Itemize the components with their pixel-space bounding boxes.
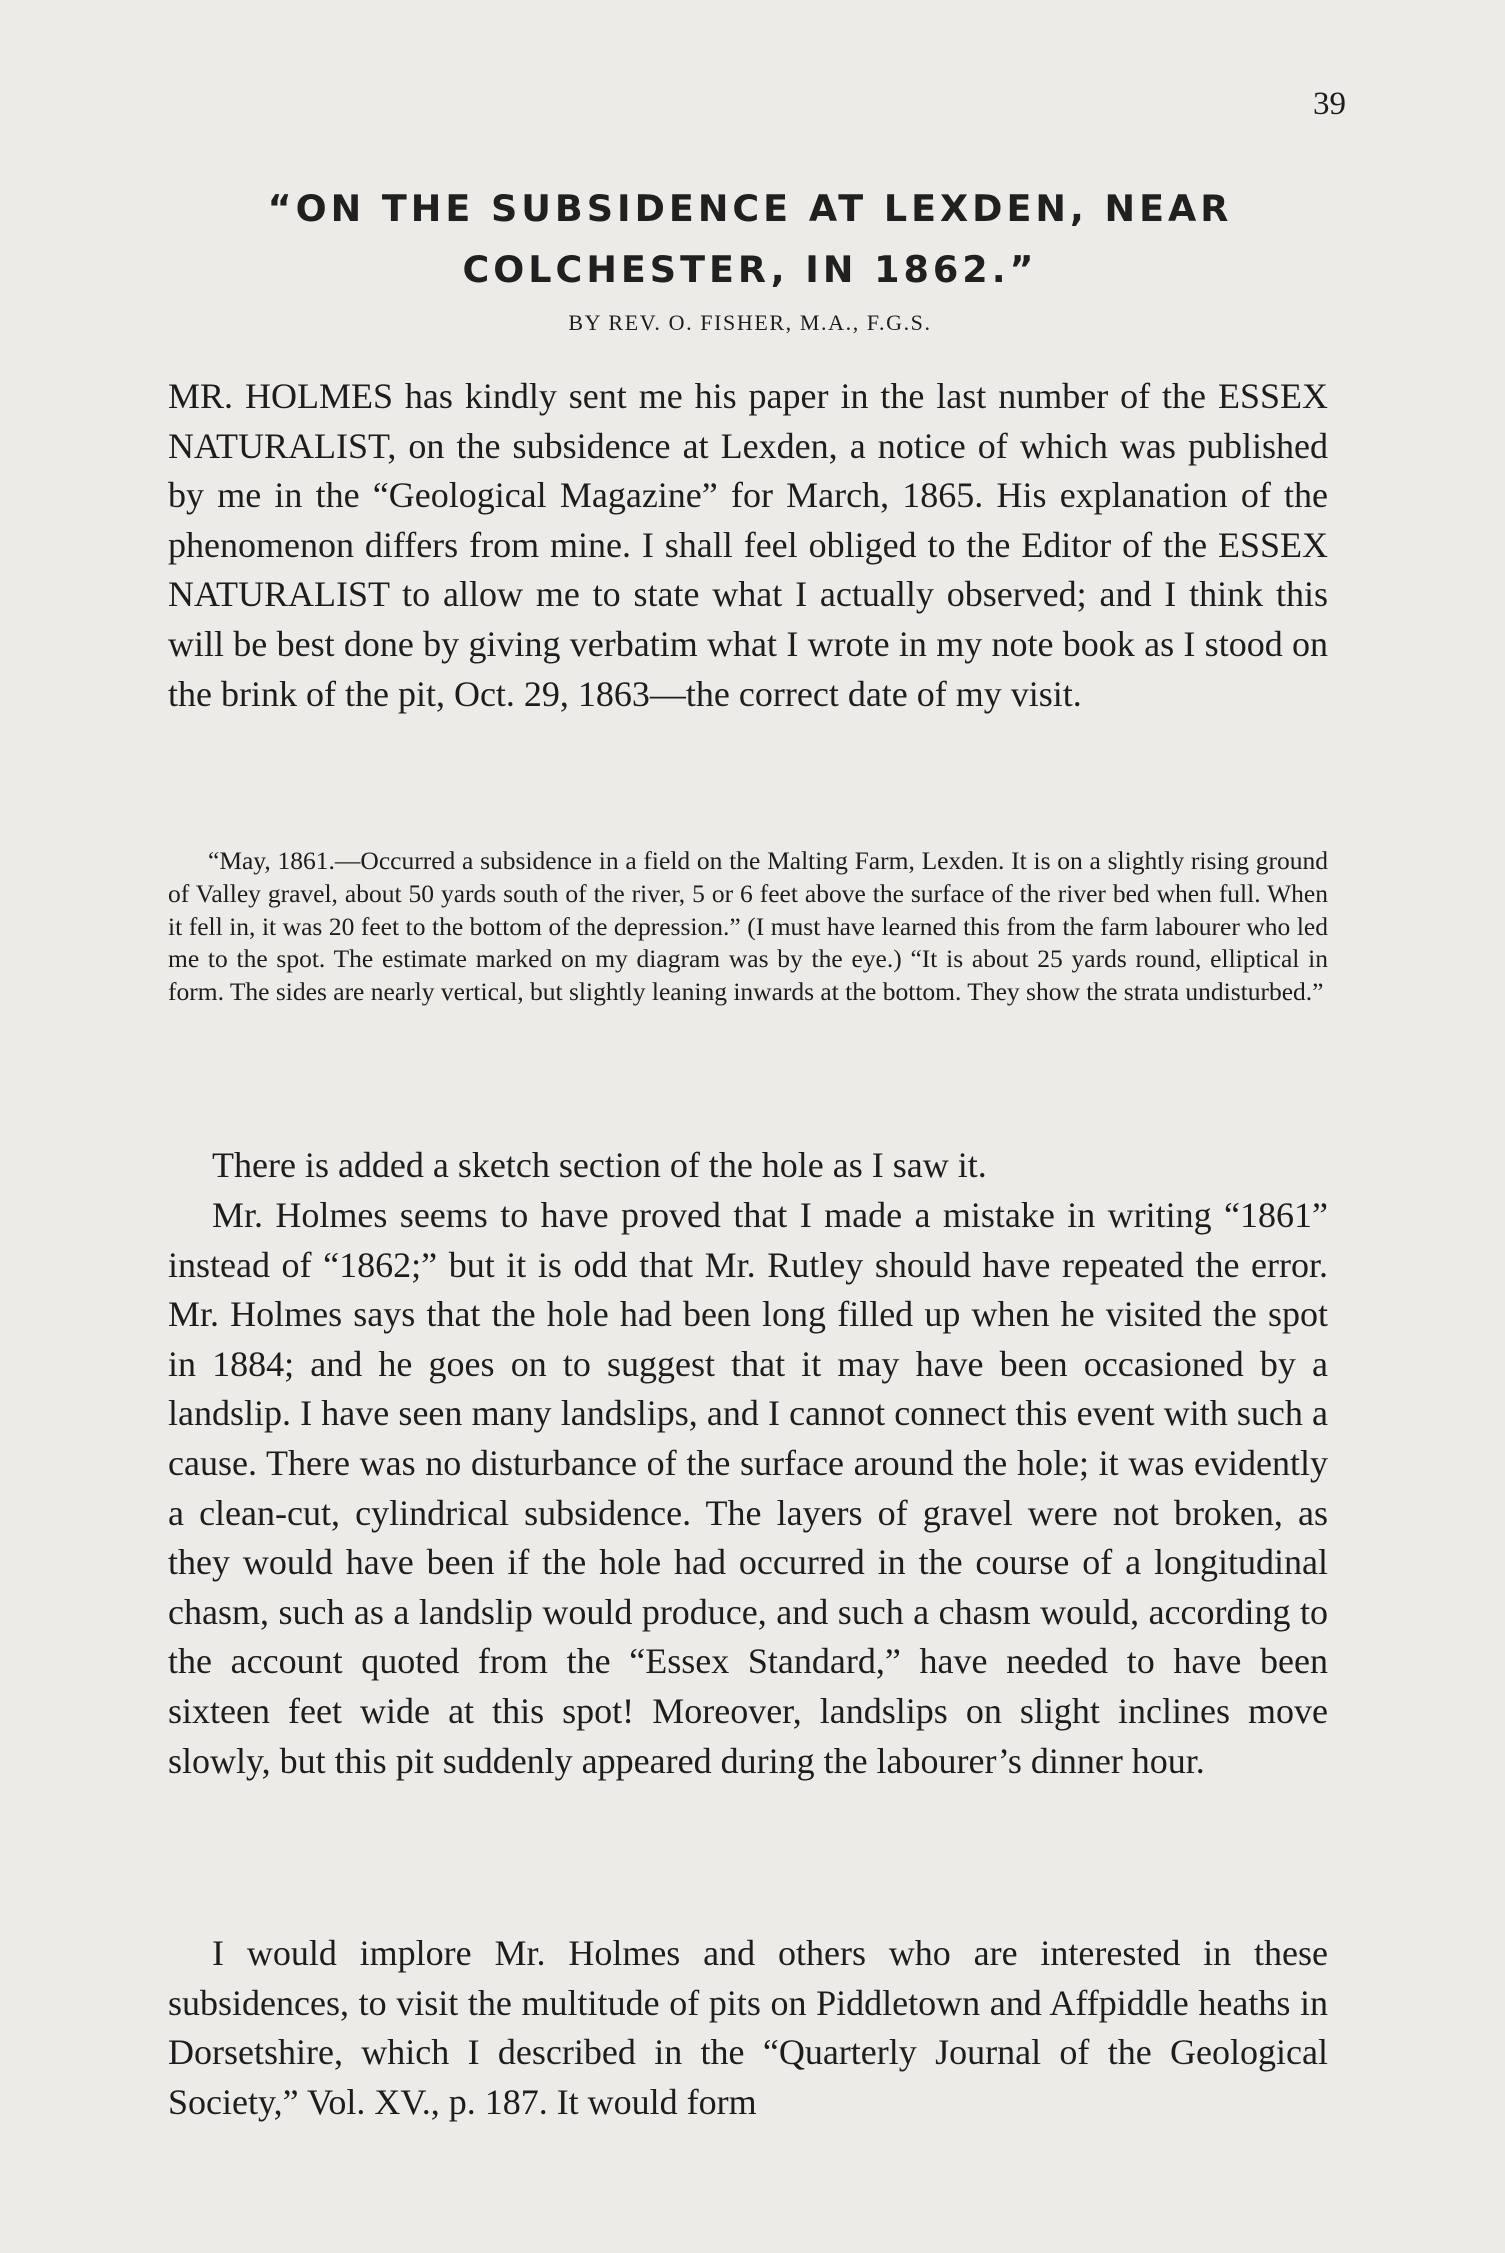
paragraph-1: MR. HOLMES has kindly sent me his paper in the last number of the ESSEX NATURALIST, on the subsidence at Lexden, a notice of which was published by me in the “Geological Magazine” for March, 1865. His explanation of the phenomenon differs from mine. I shall feel obliged to the Editor of the ESSEX NATURALIST to allow me to state what I actually observed; and I think this will be best done by giving verbatim what I wrote in my note book as I stood on the brink of the pit, Oct. 29, 1863—the correct date of my visit. xyxy=(168,376,1328,714)
paragraph-4: I would implore Mr. Holmes and others who are interested in these subsidences, to visit the multitude of pits on Piddletown and Affpiddle heaths in Dorsetshire, which I described in the “Quarterly Journal of the Geological Society,” Vol. XV., p. 187. It would form xyxy=(168,1933,1328,2122)
author-byline: BY REV. O. FISHER, M.A., F.G.S. xyxy=(568,310,932,335)
title-line-1: “ON THE SUBSIDENCE AT LEXDEN, NEAR xyxy=(267,187,1233,230)
paragraph-2: There is added a sketch section of the hole as I saw it. xyxy=(212,1145,987,1185)
article-title xyxy=(150,178,1350,300)
page-number: 39 xyxy=(1313,86,1346,122)
title-line-2: COLCHESTER, IN 1862.” xyxy=(462,248,1038,291)
paragraph-3: Mr. Holmes seems to have proved that I made a mistake in writing “1861” instead of “1862;” but it is odd that Mr. Rutley should have repeated the error. Mr. Holmes says that the hole had been long filled up when he visited the spot in 1884; and he goes on to suggest that it may have been occasioned by a landslip. I have seen many landslips, and I cannot connect this event with such a cause. There was no disturbance of the surface around the hole; it was evidently a clean-cut, cylindrical subsidence. The layers of gravel were not broken, as they would have been if the hole had occurred in the course of a longitudinal chasm, such as a landslip would produce, and such a chasm would, according to the account quoted from the “Essex Standard,” have needed to have been sixteen feet wide at this spot! Moreover, landslips on slight inclines move slowly, but this pit suddenly appeared during the labourer’s dinner hour. xyxy=(168,1195,1328,1781)
notebook-quotation: “May, 1861.—Occurred a subsidence in a field on the Malting Farm, Lexden. It is on a slightly rising ground of Valley gravel, about 50 yards south of the river, 5 or 6 feet above the surface of the river bed when full. When it fell in, it was 20 feet to the bottom of the depression.” (I must have learned this from the farm labourer who led me to the spot. The estimate marked on my diagram was by the eye.) “It is about 25 yards round, elliptical in form. The sides are nearly vertical, but slightly leaning inwards at the bottom. They show the strata undisturbed.” xyxy=(168,846,1328,1007)
